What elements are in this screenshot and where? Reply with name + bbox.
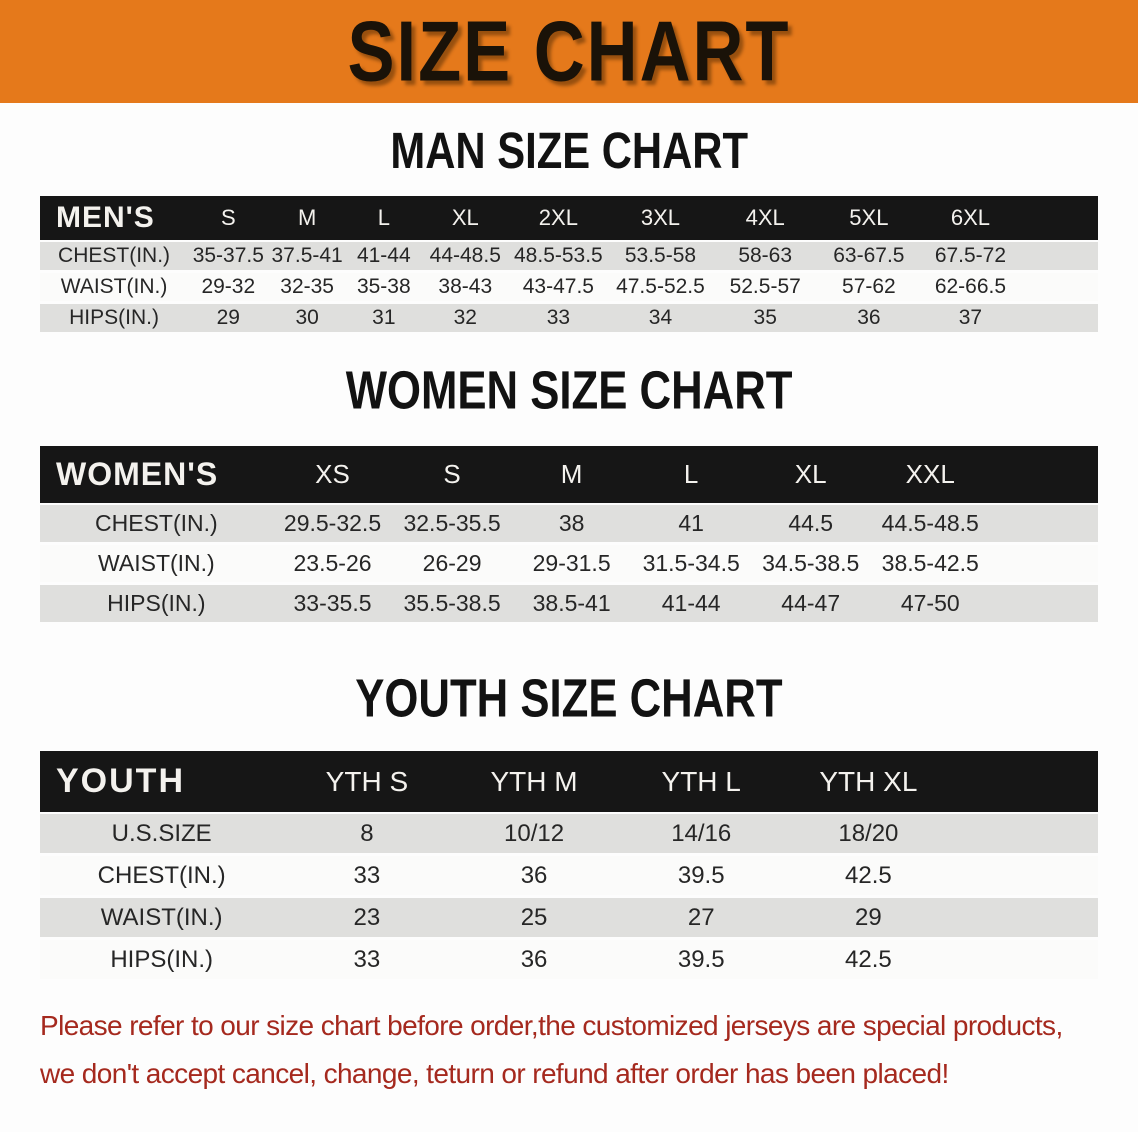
mens-column-header-5xl: 5XL [818,196,921,242]
mens-column-header-m: M [269,196,346,242]
size-value-cell: 29 [188,304,268,335]
size-value-cell: 33 [283,940,450,982]
size-value-cell: 62-66.5 [920,273,1021,304]
size-value-cell: 33-35.5 [273,585,393,625]
size-value-cell: 29-31.5 [512,545,632,585]
youth-section-title-text: YOUTH SIZE CHART [355,667,783,729]
size-value-cell: 57-62 [818,273,921,304]
mens-waist-row [40,273,1098,304]
size-value-cell: 36 [450,940,617,982]
womens-column-header-xl: XL [751,446,871,505]
size-value-cell: 31.5-34.5 [631,545,751,585]
size-value-cell: 14/16 [618,814,785,856]
size-value-cell: 47.5-52.5 [608,273,713,304]
order-policy-line1: Please refer to our size chart before order,the customized jerseys are special products, [40,1010,1063,1041]
size-value-cell: 33 [509,304,608,335]
man-section-title-text: MAN SIZE CHART [390,123,748,180]
measure-label-cell: HIPS(IN.) [40,304,188,335]
mens-chest-row [40,242,1098,273]
size-value-cell: 8 [283,814,450,856]
size-value-cell: 23 [283,898,450,940]
womens-column-header-xxl: XXL [870,446,990,505]
size-value-cell: 44.5 [751,505,871,545]
size-value-cell: 30 [269,304,346,335]
measure-label-cell: HIPS(IN.) [40,585,273,625]
size-value-cell: 32 [422,304,509,335]
size-value-cell: 42.5 [785,940,952,982]
mens-column-header-4xl: 4XL [713,196,818,242]
size-value-cell: 34 [608,304,713,335]
measure-label-cell: CHEST(IN.) [40,505,273,545]
size-value-cell: 52.5-57 [713,273,818,304]
order-policy-line2: we don't accept cancel, change, teturn or refund after order has been placed! [40,1058,949,1089]
size-chart-banner [0,0,1138,103]
spacer-cell [990,505,1098,545]
spacer-cell [1021,242,1098,273]
measure-label-cell: HIPS(IN.) [40,940,283,982]
man-section-title [0,123,1138,180]
womens-column-header-l: L [631,446,751,505]
mens-size-table [40,196,1098,335]
mens-column-header-xl: XL [422,196,509,242]
youth-waist-row [40,898,1098,940]
size-value-cell: 36 [450,856,617,898]
spacer-cell [952,814,1098,856]
youth-size-table [40,751,1098,982]
youth-chest-row [40,856,1098,898]
youth-header-spacer [952,751,1098,814]
size-value-cell: 29.5-32.5 [273,505,393,545]
size-value-cell: 44.5-48.5 [870,505,990,545]
youth-header-label: YOUTH [40,751,283,814]
size-value-cell: 63-67.5 [818,242,921,273]
youth-column-header-m: YTH M [450,751,617,814]
size-value-cell: 53.5-58 [608,242,713,273]
youth-header-row [40,751,1098,814]
mens-column-header-l: L [346,196,422,242]
size-value-cell: 41 [631,505,751,545]
measure-label-cell: CHEST(IN.) [40,242,188,273]
size-value-cell: 26-29 [392,545,512,585]
size-value-cell: 29-32 [188,273,268,304]
mens-column-header-6xl: 6XL [920,196,1021,242]
women-section-title [0,359,1138,421]
mens-header-row [40,196,1098,242]
mens-header-spacer [1021,196,1098,242]
mens-column-header-3xl: 3XL [608,196,713,242]
size-value-cell: 39.5 [618,940,785,982]
womens-column-header-xs: XS [273,446,393,505]
mens-column-header-2xl: 2XL [509,196,608,242]
size-value-cell: 38.5-42.5 [870,545,990,585]
womens-header-label: WOMEN'S [40,446,273,505]
size-value-cell: 44-48.5 [422,242,509,273]
size-value-cell: 32.5-35.5 [392,505,512,545]
measure-label-cell: WAIST(IN.) [40,898,283,940]
measure-label-cell: WAIST(IN.) [40,545,273,585]
size-value-cell: 37 [920,304,1021,335]
size-value-cell: 47-50 [870,585,990,625]
size-value-cell: 10/12 [450,814,617,856]
size-value-cell: 34.5-38.5 [751,545,871,585]
measure-label-cell: U.S.SIZE [40,814,283,856]
womens-column-header-s: S [392,446,512,505]
size-value-cell: 35.5-38.5 [392,585,512,625]
size-value-cell: 35-37.5 [188,242,268,273]
size-value-cell: 38-43 [422,273,509,304]
youth-column-header-l: YTH L [618,751,785,814]
womens-size-table [40,446,1098,625]
womens-column-header-m: M [512,446,632,505]
order-policy-note [40,1002,1118,1098]
spacer-cell [1021,304,1098,335]
size-value-cell: 35 [713,304,818,335]
size-value-cell: 33 [283,856,450,898]
measure-label-cell: WAIST(IN.) [40,273,188,304]
youth-ussize-row [40,814,1098,856]
size-value-cell: 38 [512,505,632,545]
spacer-cell [990,585,1098,625]
spacer-cell [952,856,1098,898]
youth-column-header-s: YTH S [283,751,450,814]
youth-section-title [0,667,1138,729]
size-value-cell: 44-47 [751,585,871,625]
youth-column-header-xl: YTH XL [785,751,952,814]
womens-header-spacer [990,446,1098,505]
mens-header-label: MEN'S [40,196,188,242]
size-value-cell: 29 [785,898,952,940]
spacer-cell [990,545,1098,585]
size-value-cell: 32-35 [269,273,346,304]
size-value-cell: 31 [346,304,422,335]
size-value-cell: 35-38 [346,273,422,304]
size-value-cell: 43-47.5 [509,273,608,304]
womens-waist-row [40,545,1098,585]
size-value-cell: 36 [818,304,921,335]
size-value-cell: 58-63 [713,242,818,273]
banner-title: SIZE CHART [347,4,791,99]
size-value-cell: 27 [618,898,785,940]
size-value-cell: 18/20 [785,814,952,856]
spacer-cell [952,940,1098,982]
mens-column-header-s: S [188,196,268,242]
size-value-cell: 37.5-41 [269,242,346,273]
size-value-cell: 39.5 [618,856,785,898]
mens-hips-row [40,304,1098,335]
size-value-cell: 41-44 [346,242,422,273]
women-section-title-text: WOMEN SIZE CHART [345,359,793,421]
size-value-cell: 41-44 [631,585,751,625]
size-value-cell: 42.5 [785,856,952,898]
womens-header-row [40,446,1098,505]
womens-hips-row [40,585,1098,625]
measure-label-cell: CHEST(IN.) [40,856,283,898]
spacer-cell [1021,273,1098,304]
womens-chest-row [40,505,1098,545]
size-value-cell: 23.5-26 [273,545,393,585]
spacer-cell [952,898,1098,940]
youth-hips-row [40,940,1098,982]
size-value-cell: 38.5-41 [512,585,632,625]
size-value-cell: 25 [450,898,617,940]
size-value-cell: 67.5-72 [920,242,1021,273]
size-value-cell: 48.5-53.5 [509,242,608,273]
